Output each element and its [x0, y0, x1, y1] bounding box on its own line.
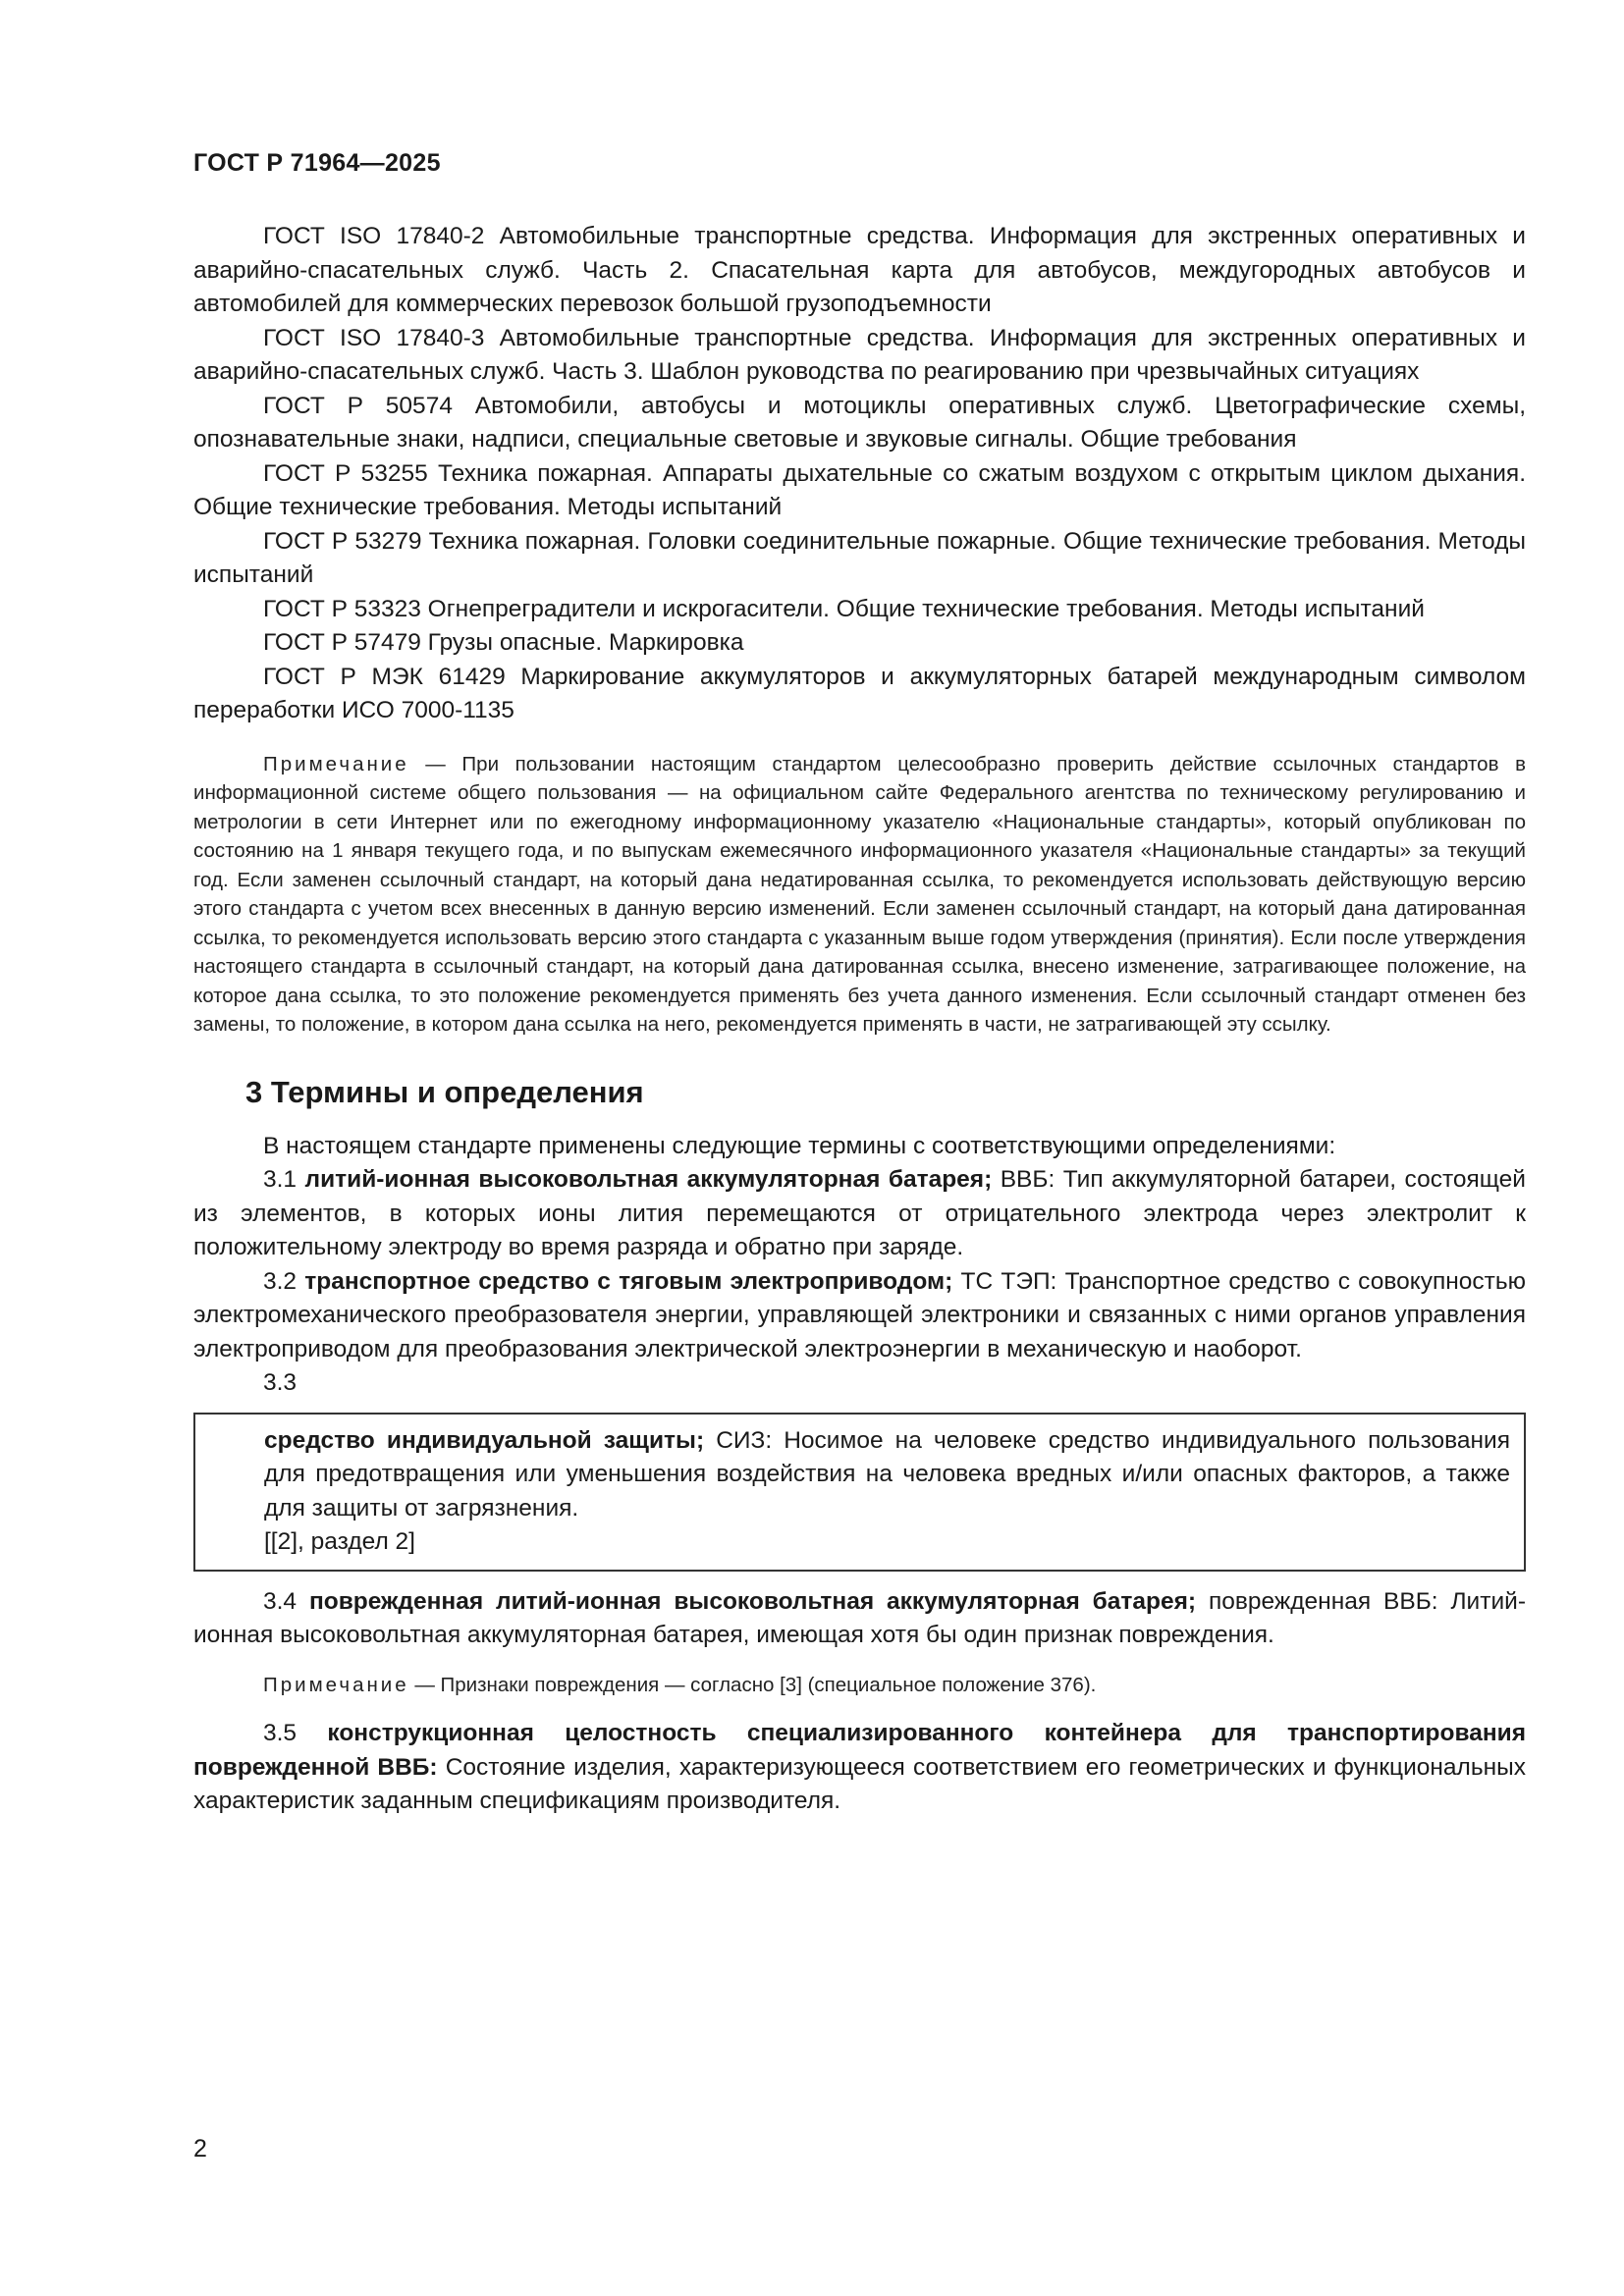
term-name: средство индивидуальной защиты; — [264, 1426, 705, 1454]
term-3-1 — [193, 1163, 1526, 1265]
section-intro: В настоящем стандарте применены следующие термины с соответствующими определениями: — [263, 1132, 1336, 1159]
term-number: 3.5 — [263, 1720, 328, 1746]
reference-item: ГОСТ Р МЭК 61429 Маркирование аккумуляторов и аккумуляторных батарей международным символом переработки ИСО 7000-1135 — [193, 663, 1526, 723]
term-name: транспортное средство с тяговым электроприводом; — [304, 1267, 953, 1295]
term-definition: ВВБ: Тип аккумуляторной батареи, состоящей из элементов, в которых ионы лития перемещаются от отрицательного электрода через электролит к положительному электроду во время разряда и обратно при заряде. — [193, 1166, 1526, 1260]
term-definition: СИЗ: Носимое на человеке средство индивидуального пользования для предотвращения или уменьшения воздействия на человека вредных и/или опасных факторов, а также для защиты от загрязнения. — [264, 1426, 1510, 1522]
term-3-2 — [193, 1265, 1526, 1367]
section-title: 3 Термины и определения — [245, 1074, 644, 1109]
reference-item: ГОСТ Р 50574 Автомобили, автобусы и мотоциклы оперативных служб. Цветографические схемы, опознавательные знаки, надписи, специальные световые и звуковые сигналы. Общие требования — [193, 392, 1526, 453]
term-name: конструкционная целостность специализированного контейнера для транспортирования поврежденной ВВБ: — [193, 1720, 1526, 1781]
term-definition: Состояние изделия, характеризующееся соответствием его геометрических и функциональных характеристик заданным спецификациям производителя. — [193, 1753, 1526, 1814]
term-name: литий-ионная высоковольтная аккумуляторная батарея; — [304, 1166, 993, 1193]
reference-item: ГОСТ ISO 17840-3 Автомобильные транспортные средства. Информация для экстренных оперативных и аварийно-спасательных служб. Часть 3. Шаблон руководства по реагированию при чрезвычайных ситуациях — [193, 324, 1526, 385]
term-number: 3.1 — [263, 1166, 305, 1193]
note-label: Примечание — [263, 1673, 409, 1696]
document-number: ГОСТ Р 71964—2025 — [193, 149, 441, 177]
term-number: 3.2 — [263, 1267, 305, 1295]
term-name: поврежденная литий-ионная высоковольтная аккумуляторная батарея; — [308, 1587, 1197, 1615]
term-3-3-box — [193, 1413, 1526, 1572]
note-text: — При пользовании настоящим стандартом целесообразно проверить действие ссылочных стандартов в информационной системе общего пользования — на официальном сайте Федерального агентства по техническому регулированию и метрологии в сети Интернет или по ежегодному информационному указателю «Национальные стандарты», который опубликован по состоянию на 1 января текущего года, и по выпускам ежемесячного информационного указателя «Национальные стандарты» за текущий год. Если заменен ссылочный стандарт, на который дана недатированная ссылка, то рекомендуется использовать действующую версию этого стандарта с учетом всех внесенных в данную версию изменений. Если заменен ссылочный стандарт, на который дана датированная ссылка, то рекомендуется использовать версию этого стандарта с указанным выше годом утверждения (принятия). Если после утверждения настоящего стандарта в ссылочный стандарт, на который дана датированная ссылка, внесено изменение, затрагивающее положение, на которое дана ссылка, то это положение рекомендуется применять без учета данного изменения. Если ссылочный стандарт отменен без замены, то положение, в котором дана ссылка на него, рекомендуется применять в части, не затрагивающей эту ссылку. — [193, 752, 1526, 1036]
term-number: 3.4 — [263, 1587, 309, 1615]
term-3-4 — [193, 1585, 1526, 1653]
note-references — [193, 750, 1526, 1040]
page-content — [193, 220, 1526, 1819]
page-number: 2 — [193, 2135, 207, 2163]
reference-item: ГОСТ Р 53279 Техника пожарная. Головки соединительные пожарные. Общие технические требования. Методы испытаний — [193, 527, 1526, 588]
term-3-3 — [264, 1424, 1510, 1526]
reference-item: ГОСТ ISO 17840-2 Автомобильные транспортные средства. Информация для экстренных оперативных и аварийно-спасательных служб. Часть 2. Спасательная карта для автобусов, междугородных автобусов и автомобилей для коммерческих перевозок большой грузоподъемности — [193, 223, 1526, 317]
term-3-3-number: 3.3 — [263, 1369, 298, 1396]
term-definition: поврежденная ВВБ: Литий-ионная высоковольтная аккумуляторная батарея, имеющая хотя бы один признак повреждения. — [193, 1587, 1526, 1648]
reference-item: ГОСТ Р 53255 Техника пожарная. Аппараты дыхательные со сжатым воздухом с открытым циклом дыхания. Общие технические требования. Методы испытаний — [193, 459, 1526, 520]
reference-item: ГОСТ Р 53323 Огнепреградители и искрогасители. Общие технические требования. Методы испытаний — [263, 595, 1425, 622]
term-source: [[2], раздел 2] — [264, 1528, 415, 1555]
reference-item: ГОСТ Р 57479 Грузы опасные. Маркировка — [263, 629, 744, 656]
term-3-5 — [193, 1717, 1526, 1819]
note-text: — Признаки повреждения — согласно [3] (специальное положение 376). — [408, 1673, 1097, 1696]
term-definition: ТС ТЭП: Транспортное средство с совокупностью электромеханического преобразователя энергии, управляющей электроники и связанных с ними органов управления электроприводом для преобразования электрической электроэнергии в механическую и наоборот. — [193, 1267, 1526, 1362]
note-label: Примечание — [263, 752, 409, 775]
note-damage — [193, 1671, 1526, 1700]
